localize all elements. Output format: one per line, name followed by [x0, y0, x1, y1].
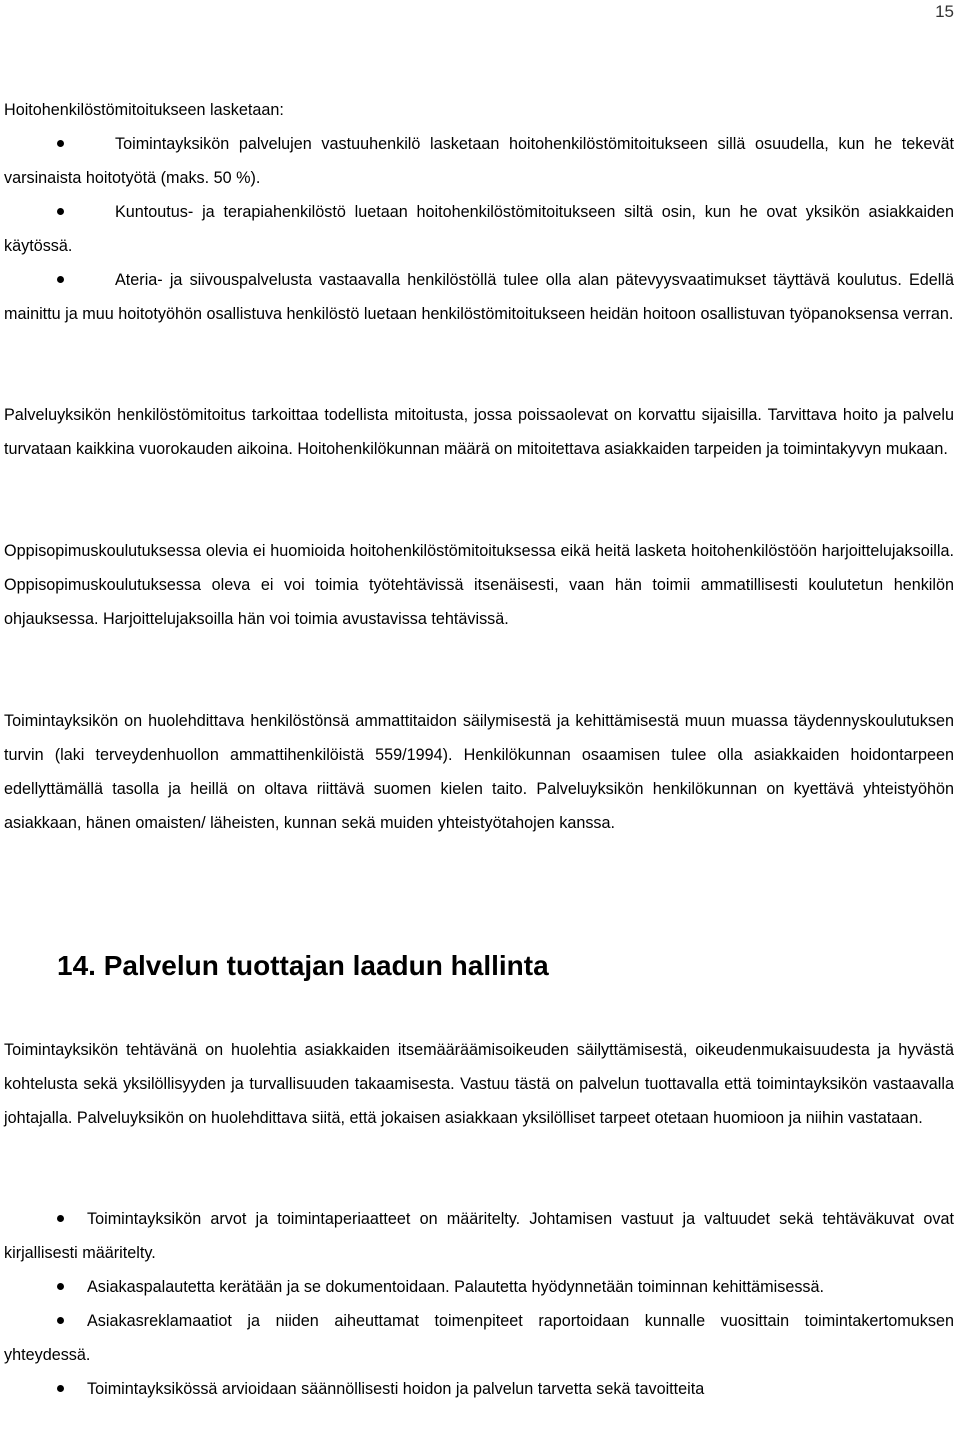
bullet-icon	[57, 208, 64, 215]
quality-list	[4, 1202, 954, 1406]
paragraph: Toimintayksikön tehtävänä on huolehtia asiakkaiden itsemääräämisoikeuden säilyttämisestä, oikeudenmukaisuudesta ja hyvästä kohtelusta sekä yksilöllisyyden ja turvallisuuden takaamisesta. Vastuu tästä on palvelun tuottavalla että toimintayksikön vastaavalla johtajalla. Palveluyksikön on huolehdittava siitä, että jokaisen asiakkaan yksilölliset tarpeet otetaan huomioon ja niihin vastataan.	[4, 1041, 954, 1127]
intro-label: Hoitohenkilöstömitoitukseen lasketaan:	[4, 101, 284, 119]
section-heading: 14. Palvelun tuottajan laadun hallinta	[57, 950, 549, 981]
list-item: Toimintayksikössä arvioidaan säännöllisesti hoidon ja palvelun tarvetta sekä tavoitteita	[4, 1372, 954, 1406]
list-item: Toimintayksikön arvot ja toimintaperiaatteet on määritelty. Johtamisen vastuut ja valtuudet sekä tehtäväkuvat ovat kirjallisesti määritelty.	[4, 1210, 954, 1262]
bullet-icon	[57, 140, 64, 147]
page-number: 15	[935, 2, 954, 21]
paragraph: Toimintayksikön on huolehdittava henkilöstönsä ammattitaidon säilymisestä ja kehittämisestä muun muassa täydennyskoulutuksen turvin (laki terveydenhuollon ammattihenkilöistä 559/1994). Henkilökunnan osaamisen tulee olla asiakkaiden hoidontarpeen edellyttämällä tasolla ja heillä on oltava riittävä suomen kielen taito. Palveluyksikön henkilökunnan on kyettävä yhteistyöhön asiakkaan, hänen omaisten/ läheisten, kunnan sekä muiden yhteistyötahojen kanssa.	[4, 712, 954, 832]
bullet-icon	[57, 1317, 64, 1324]
list-item: Toimintayksikön palvelujen vastuuhenkilö lasketaan hoitohenkilöstömitoitukseen sillä osuudella, kun he tekevät varsinaista hoitotyötä (maks. 50 %).	[4, 135, 954, 187]
bullet-icon	[57, 1215, 64, 1222]
bullet-icon	[57, 1283, 64, 1290]
list-item: Asiakasreklamaatiot ja niiden aiheuttamat toimenpiteet raportoidaan kunnalle vuosittain toimintakertomuksen yhteydessä.	[4, 1312, 954, 1364]
bullet-icon	[57, 1385, 64, 1392]
staffing-list	[4, 127, 954, 331]
list-item: Ateria- ja siivouspalvelusta vastaavalla henkilöstöllä tulee olla alan pätevyysvaatimukset täyttävä koulutus. Edellä mainittu ja muu hoitotyöhön osallistuva henkilöstö luetaan henkilöstömitoitukseen heidän hoitoon osallistuvan työpanoksensa verran.	[4, 271, 954, 323]
paragraph: Palveluyksikön henkilöstömitoitus tarkoittaa todellista mitoitusta, jossa poissaolevat on korvattu sijaisilla. Tarvittava hoito ja palvelu turvataan kaikkina vuorokauden aikoina. Hoitohenkilökunnan määrä on mitoitettava asiakkaiden tarpeiden ja toimintakyvyn mukaan.	[4, 406, 954, 458]
bullet-icon	[57, 276, 64, 283]
list-item: Kuntoutus- ja terapiahenkilöstö luetaan hoitohenkilöstömitoitukseen siltä osin, kun he ovat yksikön asiakkaiden käytössä.	[4, 203, 954, 255]
paragraph: Oppisopimuskoulutuksessa olevia ei huomioida hoitohenkilöstömitoituksessa eikä heitä lasketa hoitohenkilöstöön harjoittelujaksoilla. Oppisopimuskoulutuksessa oleva ei voi toimia työtehtävissä itsenäisesti, vaan hän toimii ammatillisesti koulutetun henkilön ohjauksessa. Harjoittelujaksoilla hän voi toimia avustavissa tehtävissä.	[4, 542, 954, 628]
list-item: Asiakaspalautetta kerätään ja se dokumentoidaan. Palautetta hyödynnetään toiminnan kehittämisessä.	[4, 1270, 954, 1304]
